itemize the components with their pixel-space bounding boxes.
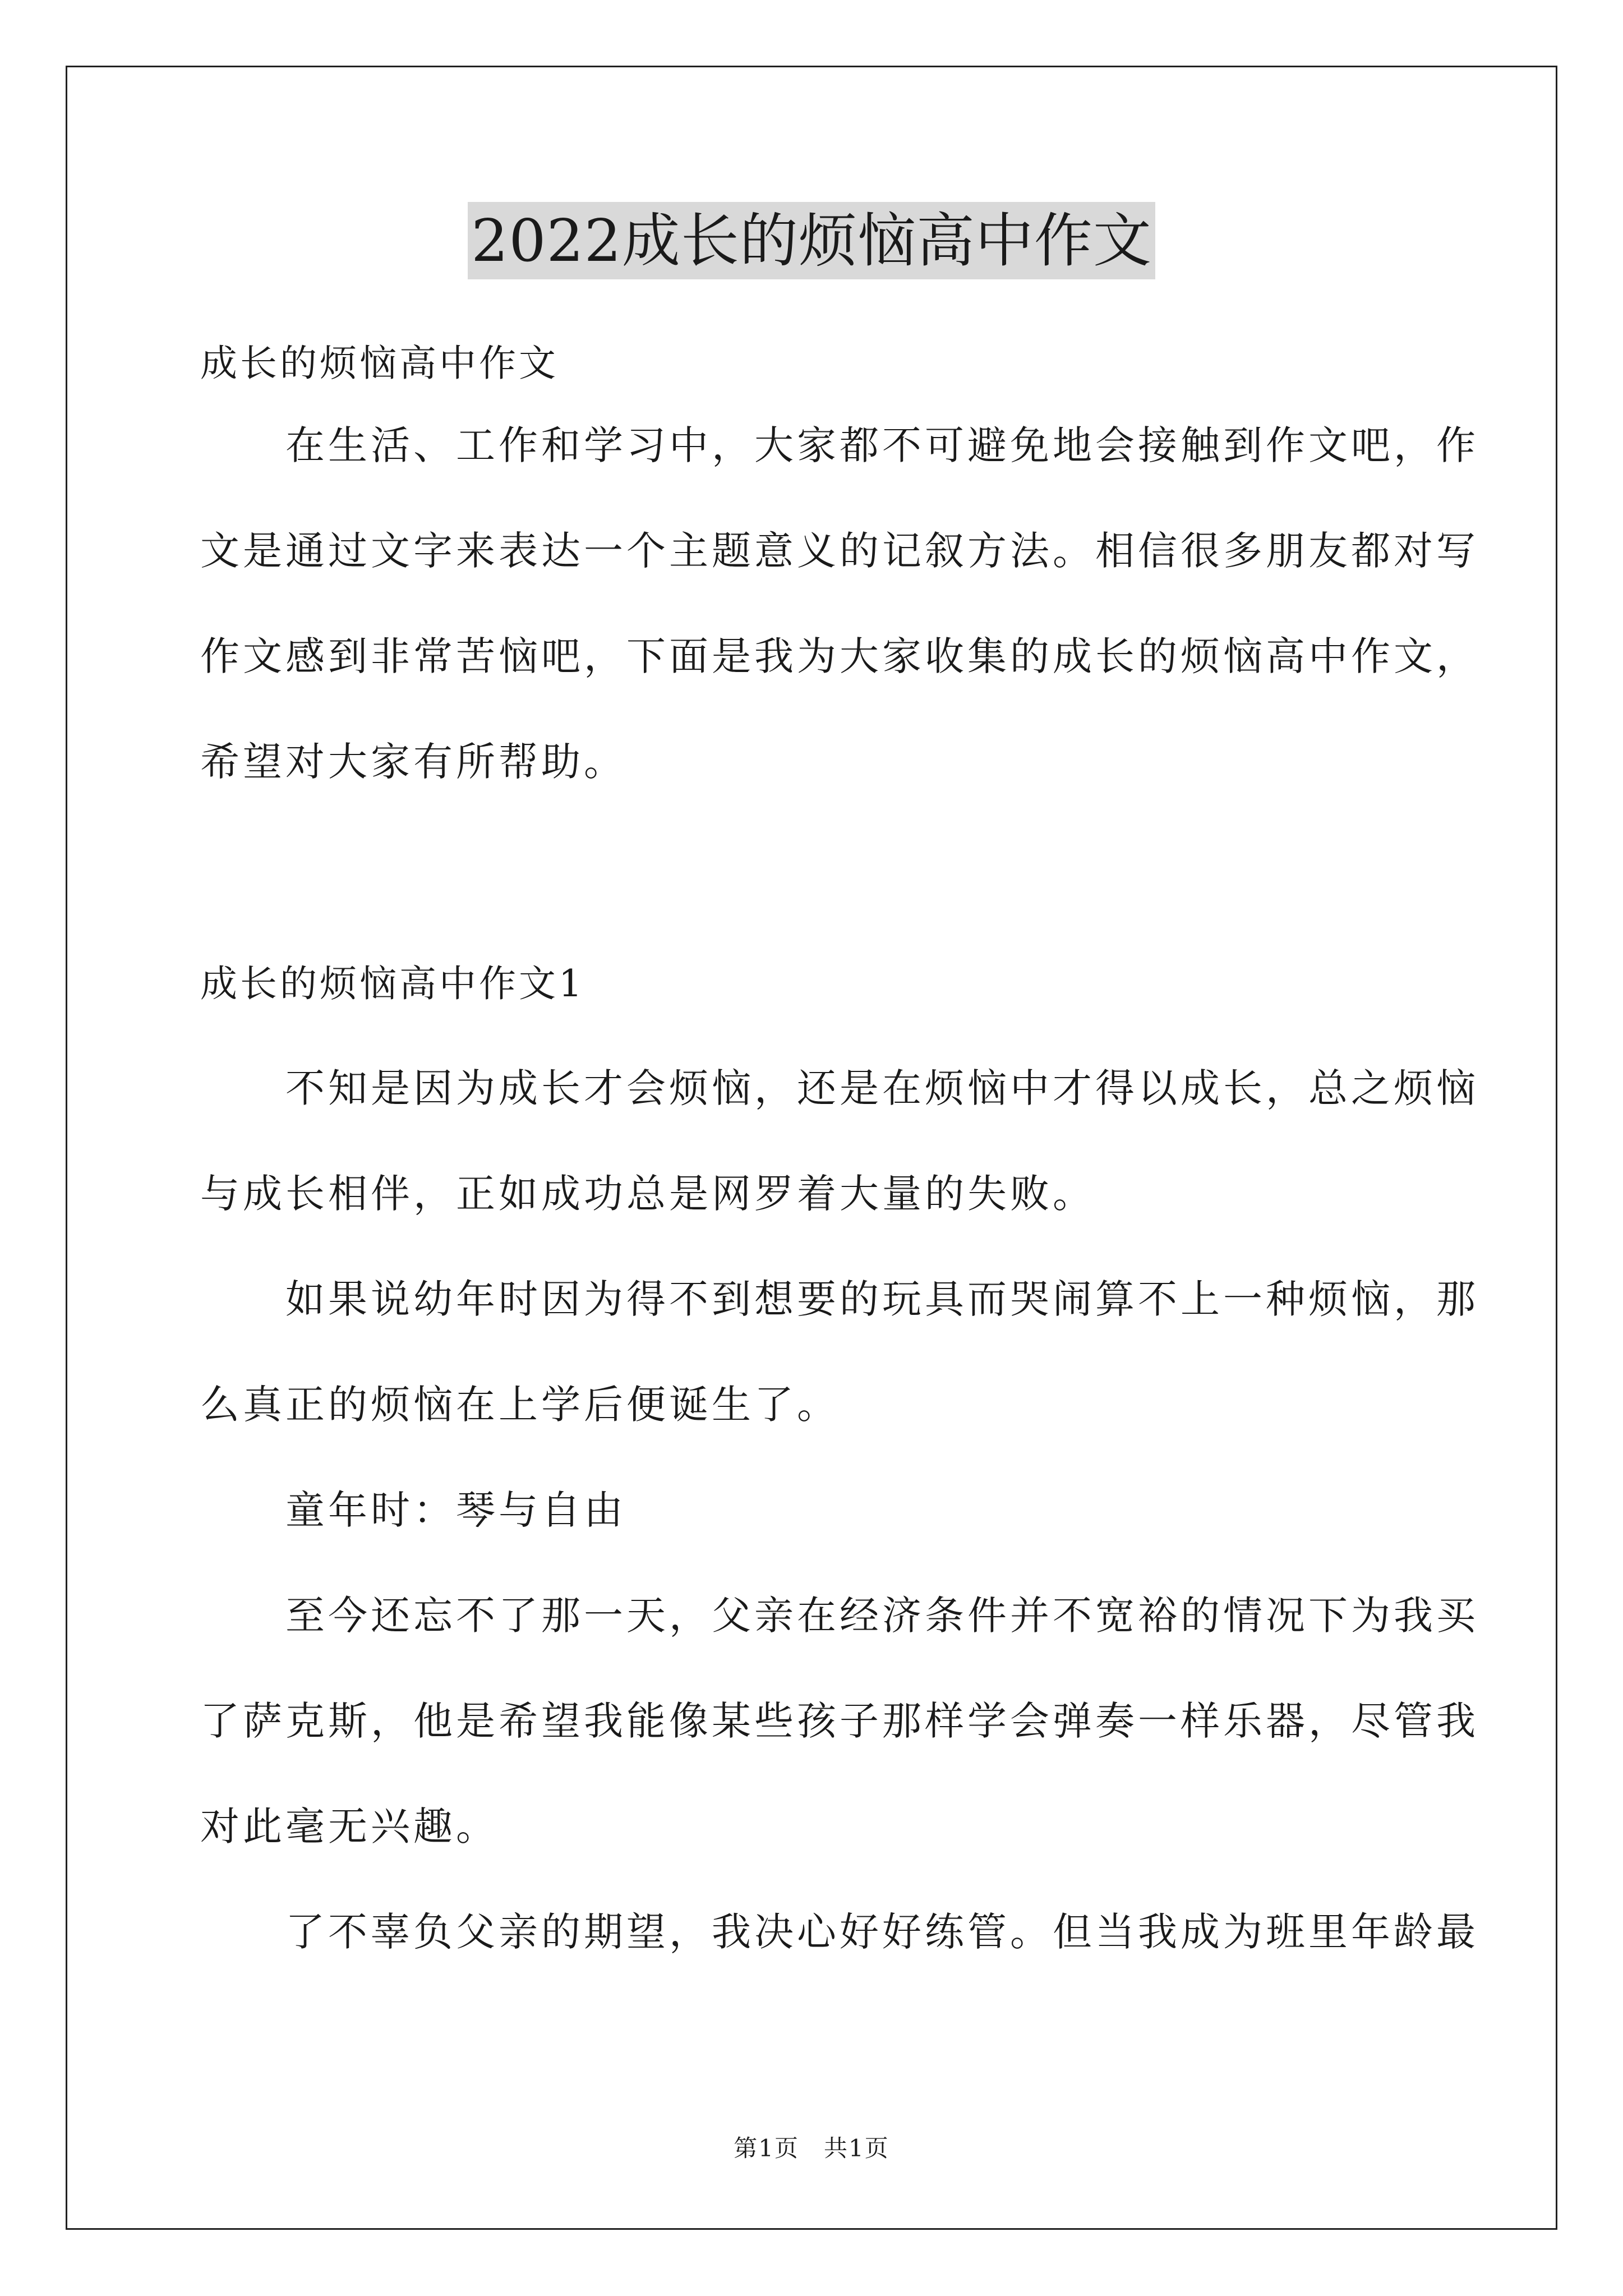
text-line: 不知是因为成长才会烦恼，还是在烦恼中才得以成长，总之烦恼 xyxy=(200,1065,1479,1111)
paragraph-5 xyxy=(200,1905,1479,1959)
text-line: 文是通过文字来表达一个主题意义的记叙方法。相信很多朋友都对写 xyxy=(200,528,1479,574)
document-body xyxy=(200,314,1479,1959)
text-line: 么真正的烦恼在上学后便诞生了。 xyxy=(200,1382,840,1428)
text-line: 了萨克斯，他是希望我能像某些孩子那样学会弹奏一样乐器，尽管我 xyxy=(200,1698,1479,1744)
text-line: 如果说幼年时因为得不到想要的玩具而哭闹算不上一种烦恼，那 xyxy=(200,1276,1479,1322)
text-line: 对此毫无兴趣。 xyxy=(200,1803,499,1849)
document-subtitle: 成长的烦恼高中作文 xyxy=(200,342,559,385)
page-footer: 第1页 共1页 xyxy=(734,2134,889,2162)
text-line: 希望对大家有所帮助。 xyxy=(200,739,626,785)
intro-paragraph xyxy=(200,418,1479,789)
text-line: 童年时：琴与自由 xyxy=(200,1487,626,1533)
document-title: 2022成长的烦恼高中作文 xyxy=(468,202,1155,279)
paragraph-2 xyxy=(200,1272,1479,1432)
paragraph-1 xyxy=(200,1061,1479,1221)
section-heading: 成长的烦恼高中作文1 xyxy=(200,962,585,1005)
text-line: 在生活、工作和学习中，大家都不可避免地会接触到作文吧，作 xyxy=(200,422,1479,468)
paragraph-3 xyxy=(200,1483,1427,1537)
paragraph-4 xyxy=(200,1589,1479,1853)
text-line: 至今还忘不了那一天，父亲在经济条件并不宽裕的情况下为我买 xyxy=(200,1593,1479,1639)
text-line: 作文感到非常苦恼吧，下面是我为大家收集的成长的烦恼高中作文， xyxy=(200,633,1479,679)
text-line: 与成长相伴，正如成功总是网罗着大量的失败。 xyxy=(200,1171,1095,1217)
title-container xyxy=(0,202,1623,279)
text-line: 了不辜负父亲的期望，我决心好好练管。但当我成为班里年龄最 xyxy=(200,1909,1479,1955)
